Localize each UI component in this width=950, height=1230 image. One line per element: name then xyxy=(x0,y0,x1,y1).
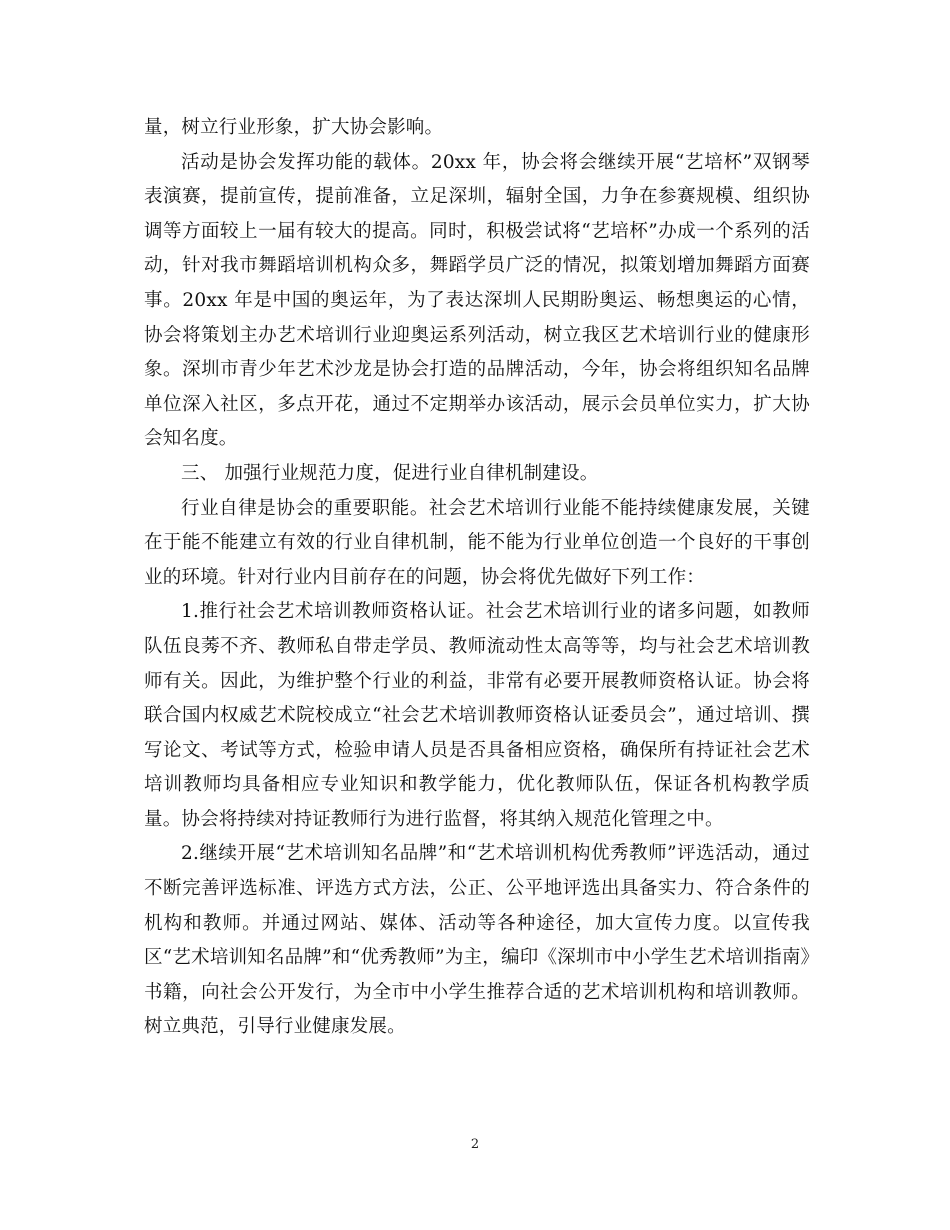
paragraph-self-discipline: 行业自律是协会的重要职能。社会艺术培训行业能不能持续健康发展，关键在于能不能建立有效的行业自律机制，能不能为行业单位创造一个良好的干事创业的环境。针对行业内目前存在的问题，协会将优先做好下列工作： xyxy=(144,497,810,588)
document-body xyxy=(144,111,810,1045)
paragraph-continuation: 量，树立行业形象，扩大协会影响。 xyxy=(144,117,444,138)
paragraph-item-1-teacher-certification: 1.推行社会艺术培训教师资格认证。社会艺术培训行业的诸多问题，如教师队伍良莠不齐、教师私自带走学员、教师流动性太高等等，均与社会艺术培训教师有关。因此，为维护整个行业的利益，非常有必要开展教师资格认证。协会将联合国内权威艺术院校成立“社会艺术培训教师资格认证委员会”，通过培训、撰写论文、考试等方式，检验申请人员是否具备相应资格，确保所有持证社会艺术培训教师均具备相应专业知识和教学能力，优化教师队伍，保证各机构教学质量。协会将持续对持证教师行为进行监督，将其纳入规范化管理之中。 xyxy=(144,601,810,830)
page-number: 2 xyxy=(470,1137,480,1152)
section-heading-industry-norms: 三、 加强行业规范力度，促进行业自律机制建设。 xyxy=(181,462,599,484)
paragraph-activities: 活动是协会发挥功能的载体。20xx 年，协会将会继续开展“艺培杯”双钢琴表演赛，提前宣传，提前准备，立足深圳，辐射全国，力争在参赛规模、组织协调等方面较上一届有较大的提高。同时，积极尝试将“艺培杯”办成一个系列的活动，针对我市舞蹈培训机构众多，舞蹈学员广泛的情况，拟策划增加舞蹈方面赛事。20xx 年是中国的奥运年，为了表达深圳人民期盼奥运、畅想奥运的心情，协会将策划主办艺术培训行业迎奥运系列活动，树立我区艺术培训行业的健康形象。深圳市青少年艺术沙龙是协会打造的品牌活动，今年，协会将组织知名品牌单位深入社区，多点开花，通过不定期举办该活动，展示会员单位实力，扩大协会知名度。 xyxy=(144,151,810,450)
paragraph-item-2-brand-selection: 2.继续开展“艺术培训知名品牌”和“艺术培训机构优秀教师”评选活动，通过不断完善评选标准、评选方式方法，公正、公平地评选出具备实力、符合条件的机构和教师。并通过网站、媒体、活动等各种途径，加大宣传力度。以宣传我区“艺术培训知名品牌”和“优秀教师”为主，编印《深圳市中小学生艺术培训指南》书籍，向社会公开发行，为全市中小学生推荐合适的艺术培训机构和培训教师。树立典范，引导行业健康发展。 xyxy=(144,843,810,1038)
